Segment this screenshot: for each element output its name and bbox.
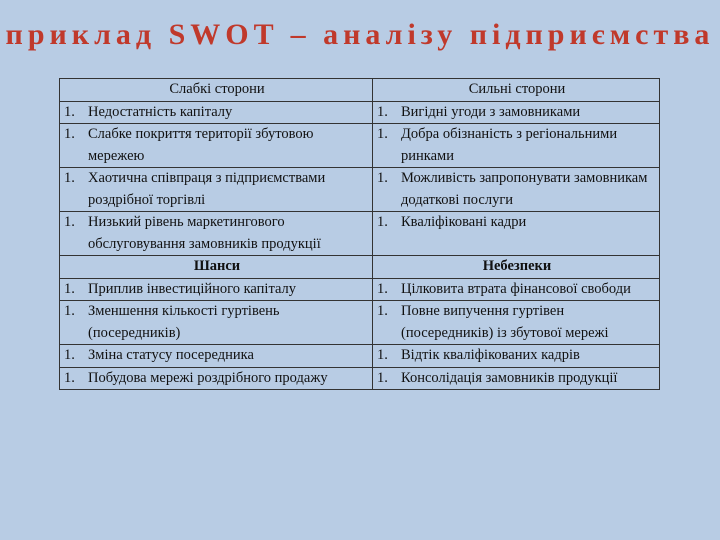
- table-row: [60, 79, 660, 102]
- table-row: [60, 367, 660, 390]
- table-row: [60, 168, 660, 212]
- strength-item: Кваліфіковані кадри: [401, 214, 527, 230]
- strength-item: Добра обізнаність з регіональними ринками: [401, 126, 618, 164]
- weakness-cell: [60, 212, 373, 256]
- item-number: 1.: [377, 126, 388, 142]
- weakness-cell: [60, 168, 373, 212]
- weakness-item: Слабке покриття території збутовою мережею: [88, 126, 314, 164]
- strength-cell: [373, 101, 660, 124]
- item-number: 1.: [64, 369, 75, 386]
- table-row: [60, 124, 660, 168]
- table-row: [60, 278, 660, 301]
- item-number: 1.: [64, 303, 75, 319]
- threat-cell: [373, 278, 660, 301]
- item-number: 1.: [377, 214, 388, 230]
- table-row: [60, 345, 660, 368]
- opportunities-header: Шанси: [60, 256, 373, 279]
- opportunity-cell: [60, 301, 373, 345]
- opportunity-item: Приплив інвестиційного капіталу: [88, 280, 297, 297]
- opportunity-cell: [60, 345, 373, 368]
- weakness-item: Низький рівень маркетингового обслуговування замовників продукції: [88, 214, 321, 252]
- weakness-item: Недостатність капіталу: [88, 103, 233, 120]
- table-row: [60, 256, 660, 279]
- threats-header: Небезпеки: [373, 256, 660, 279]
- item-number: 1.: [64, 347, 75, 363]
- threat-item: Консолідація замовників продукції: [401, 369, 618, 386]
- threat-cell: [373, 301, 660, 345]
- item-number: 1.: [64, 170, 75, 186]
- strength-item: Вигідні угоди з замовниками: [401, 103, 581, 120]
- threat-cell: [373, 345, 660, 368]
- swot-table: [59, 78, 660, 390]
- table-row: [60, 301, 660, 345]
- table-row: [60, 101, 660, 124]
- opportunity-cell: [60, 278, 373, 301]
- weaknesses-header: Слабкі сторони: [60, 79, 373, 102]
- item-number: 1.: [64, 103, 75, 120]
- opportunity-cell: [60, 367, 373, 390]
- item-number: 1.: [377, 303, 388, 319]
- opportunity-item: Зменшення кількості гуртівень (посередників): [88, 303, 280, 341]
- strength-item: Можливість запропонувати замовникам додаткові послуги: [401, 170, 648, 208]
- threat-item: Цілковита втрата фінансової свободи: [401, 280, 631, 297]
- threat-cell: [373, 367, 660, 390]
- opportunity-item: Зміна статусу посередника: [88, 347, 254, 363]
- page-title: приклад SWOT – аналізу підприємства: [5, 18, 715, 51]
- item-number: 1.: [64, 126, 75, 142]
- item-number: 1.: [377, 347, 388, 363]
- item-number: 1.: [377, 170, 388, 186]
- strength-cell: [373, 212, 660, 256]
- table-row: [60, 212, 660, 256]
- weakness-item: Хаотична співпраця з підприємствами роздрібної торгівлі: [88, 170, 326, 208]
- strength-cell: [373, 168, 660, 212]
- weakness-cell: [60, 124, 373, 168]
- strengths-header: Сильні сторони: [373, 79, 660, 102]
- opportunity-item: Побудова мережі роздрібного продажу: [88, 369, 328, 386]
- threat-item: Повне випучення гуртівен (посередників) із збутової мережі: [401, 303, 609, 341]
- threat-item: Відтік кваліфікованих кадрів: [401, 347, 580, 363]
- item-number: 1.: [64, 214, 75, 230]
- item-number: 1.: [377, 280, 388, 297]
- item-number: 1.: [377, 103, 388, 120]
- strength-cell: [373, 124, 660, 168]
- item-number: 1.: [64, 280, 75, 297]
- weakness-cell: [60, 101, 373, 124]
- item-number: 1.: [377, 369, 388, 386]
